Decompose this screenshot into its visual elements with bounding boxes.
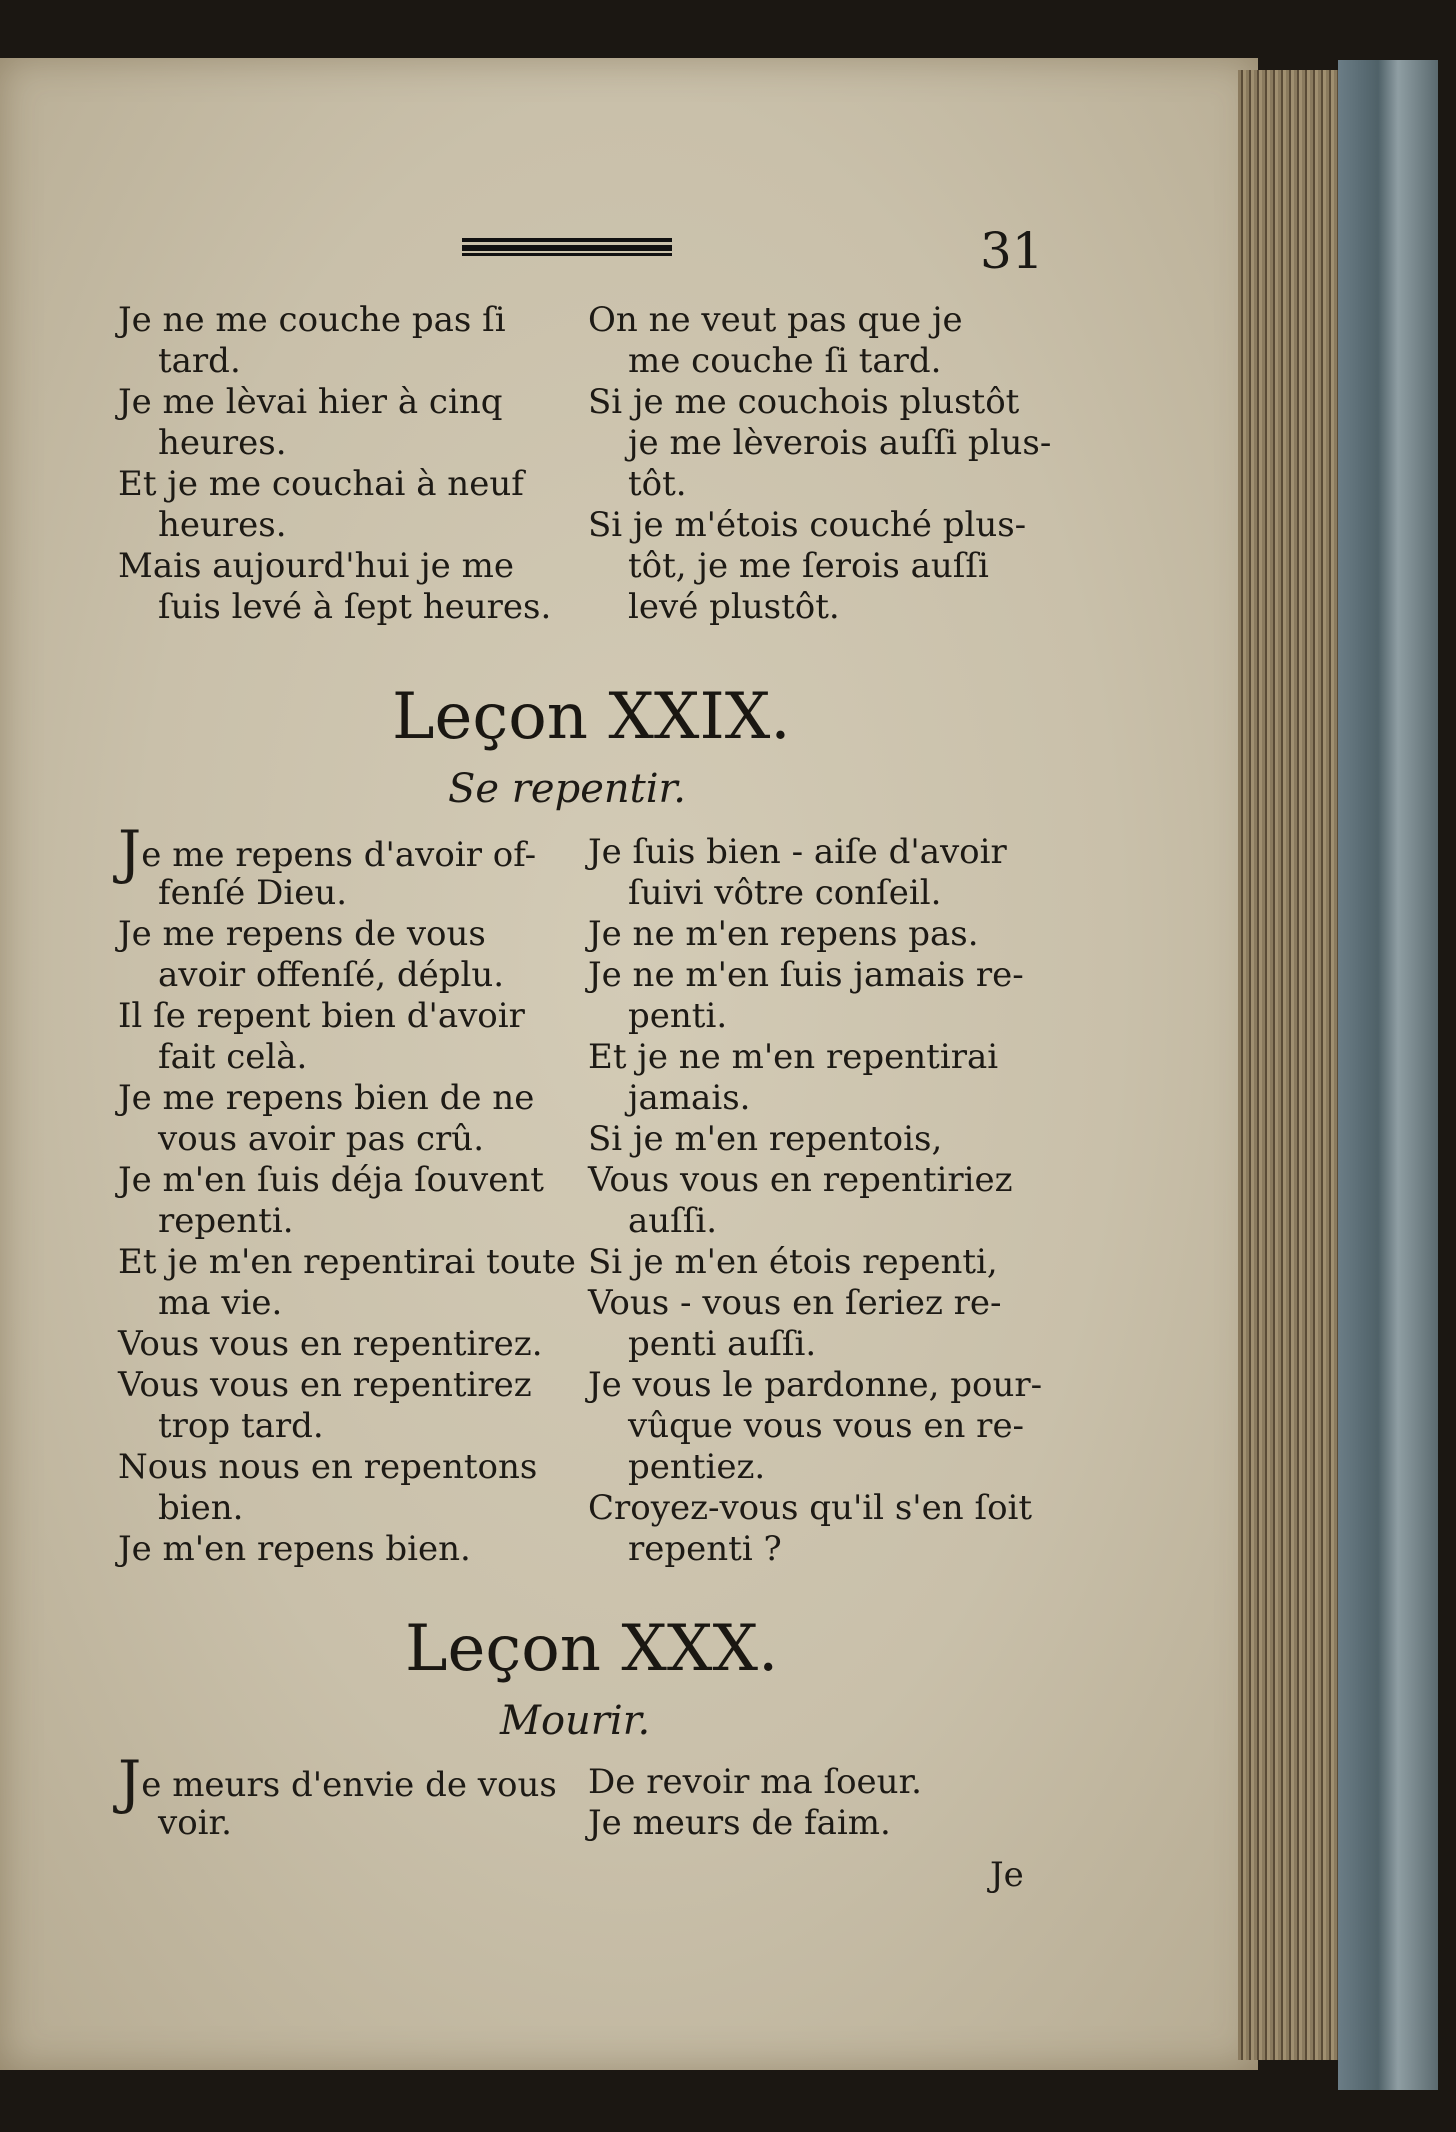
text-line: penti.: [628, 996, 728, 1036]
text-line: Vous - vous en ſeriez re-: [588, 1283, 1002, 1323]
text-line: Je m'en repens bien.: [118, 1529, 471, 1569]
lesson-29-left-column: [118, 818, 576, 1570]
text-line: fenſé Dieu.: [158, 873, 348, 913]
text-line: Je ſuis bien - aiſe d'avoir: [588, 832, 1007, 872]
book-cover-edge: [1338, 60, 1438, 2090]
drop-initial: J: [118, 818, 142, 886]
text-line: De revoir ma ſoeur.: [588, 1762, 922, 1802]
first-line-rest: e meurs d'envie de vous: [141, 1765, 557, 1805]
text-line: tard.: [158, 341, 241, 381]
text-line: voir.: [158, 1803, 232, 1843]
text-line: avoir offenſé, déplu.: [158, 955, 505, 995]
text-line: vûque vous vous en re-: [628, 1406, 1025, 1446]
first-line-rest: e me repens d'avoir of-: [141, 835, 537, 875]
lesson-29-title: Leçon XXIX.: [392, 680, 791, 754]
text-line: fait celà.: [158, 1037, 308, 1077]
text-line: heures.: [158, 423, 287, 463]
text-line: Et je m'en repentirai toute: [118, 1242, 576, 1282]
text-line: Je ne me couche pas ſi: [118, 300, 506, 340]
text-line: pentiez.: [628, 1447, 766, 1487]
text-line: Nous nous en repentons: [118, 1447, 538, 1487]
text-line: trop tard.: [158, 1406, 324, 1446]
catchword: Je: [990, 1855, 1024, 1895]
lesson-29-right-column: [588, 832, 1042, 1570]
text-line: Et je ne m'en repentirai: [588, 1037, 999, 1077]
text-line: je me lèverois auſſi plus-: [628, 423, 1052, 463]
text-line: Je meurs de faim.: [588, 1803, 891, 1843]
text-line: auſſi.: [628, 1201, 718, 1241]
lesson-30-left-column: [118, 1748, 557, 1844]
page-number: 31: [980, 222, 1044, 280]
text-line: ma vie.: [158, 1283, 283, 1323]
text-line: Et je me couchai à neuf: [118, 464, 524, 504]
text-line: Je me lèvai hier à cinq: [118, 382, 503, 422]
text-line: Vous vous en repentiriez: [588, 1160, 1013, 1200]
text-line: Mais aujourd'hui je me: [118, 546, 514, 586]
text-line: tôt, je me ſerois auſſi: [628, 546, 989, 586]
text-line: Je vous le pardonne, pour-: [588, 1365, 1043, 1405]
text-line: Si je me couchois plustôt: [588, 382, 1020, 422]
lesson-30-subtitle: Mourir.: [500, 1698, 651, 1744]
text-line: jamais.: [628, 1078, 751, 1118]
lesson-30-title: Leçon XXX.: [405, 1612, 779, 1686]
lesson-29-subtitle: Se repentir.: [448, 766, 686, 812]
text-line: Vous vous en repentirez.: [118, 1324, 543, 1364]
lesson-30-first-line: [118, 1748, 557, 1816]
text-line: ſuis levé à ſept heures.: [158, 587, 552, 627]
lesson-29-first-line: [118, 818, 576, 886]
text-line: repenti.: [158, 1201, 294, 1241]
text-line: Je me repens de vous: [118, 914, 486, 954]
top-left-column: [118, 300, 551, 628]
text-line: me couche ſi tard.: [628, 341, 942, 381]
text-line: heures.: [158, 505, 287, 545]
drop-initial: J: [118, 1748, 142, 1816]
text-line: penti auſſi.: [628, 1324, 817, 1364]
text-line: Je me repens bien de ne: [118, 1078, 535, 1118]
top-right-column: [588, 300, 1051, 628]
text-line: Je ne m'en ſuis jamais re-: [588, 955, 1024, 995]
text-line: Vous vous en repentirez: [118, 1365, 532, 1405]
text-line: ſuivi vôtre conſeil.: [628, 873, 942, 913]
text-line: Si je m'en repentois,: [588, 1119, 943, 1159]
text-line: Il ſe repent bien d'avoir: [118, 996, 525, 1036]
text-line: On ne veut pas que je: [588, 300, 963, 340]
text-line: vous avoir pas crû.: [158, 1119, 485, 1159]
text-line: Si je m'en étois repenti,: [588, 1242, 998, 1282]
text-line: Je m'en ſuis déja ſouvent: [118, 1160, 544, 1200]
lesson-30-right-column: [588, 1762, 922, 1844]
header-rule: [462, 238, 672, 256]
page-edges: [1238, 70, 1338, 2060]
text-line: repenti ?: [628, 1529, 782, 1569]
text-line: Si je m'étois couché plus-: [588, 505, 1027, 545]
text-line: Croyez-vous qu'il s'en ſoit: [588, 1488, 1033, 1528]
text-line: tôt.: [628, 464, 687, 504]
text-line: bien.: [158, 1488, 244, 1528]
text-line: levé plustôt.: [628, 587, 840, 627]
text-line: Je ne m'en repens pas.: [588, 914, 979, 954]
